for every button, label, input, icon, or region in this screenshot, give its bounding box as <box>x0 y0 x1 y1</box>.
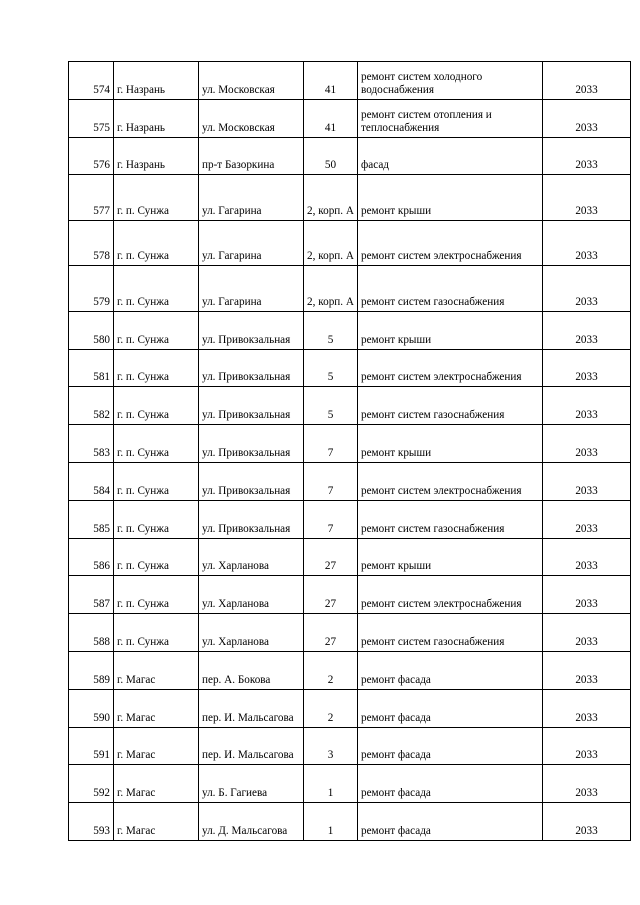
year-cell: 2033 <box>543 266 631 312</box>
city-cell: г. Магас <box>114 689 199 727</box>
row-number-cell: 585 <box>69 500 114 538</box>
work-type-cell: ремонт систем газоснабжения <box>358 500 543 538</box>
house-cell: 7 <box>304 500 358 538</box>
table-row <box>69 220 631 266</box>
city-cell: г. п. Сунжа <box>114 175 199 221</box>
house-cell: 1 <box>304 765 358 803</box>
house-cell: 2, корп. А <box>304 266 358 312</box>
city-cell: г. п. Сунжа <box>114 576 199 614</box>
city-cell: г. п. Сунжа <box>114 538 199 576</box>
city-cell: г. п. Сунжа <box>114 311 199 349</box>
year-cell: 2033 <box>543 652 631 690</box>
house-cell: 5 <box>304 349 358 387</box>
table-row <box>69 463 631 501</box>
street-cell: ул. Гагарина <box>199 266 304 312</box>
house-cell: 41 <box>304 62 358 100</box>
house-cell: 2 <box>304 689 358 727</box>
row-number-cell: 593 <box>69 803 114 841</box>
row-number-cell: 587 <box>69 576 114 614</box>
street-cell: ул. Гагарина <box>199 175 304 221</box>
street-cell: ул. Московская <box>199 62 304 100</box>
table-row <box>69 425 631 463</box>
work-type-cell: ремонт систем отопления и теплоснабжения <box>358 99 543 137</box>
year-cell: 2033 <box>543 803 631 841</box>
row-number-cell: 583 <box>69 425 114 463</box>
work-type-cell: ремонт фасада <box>358 765 543 803</box>
city-cell: г. п. Сунжа <box>114 614 199 652</box>
street-cell: ул. Московская <box>199 99 304 137</box>
repair-schedule-table <box>68 61 631 841</box>
year-cell: 2033 <box>543 175 631 221</box>
street-cell: пер. И. Мальсагова <box>199 689 304 727</box>
table-row <box>69 349 631 387</box>
city-cell: г. п. Сунжа <box>114 463 199 501</box>
street-cell: пер. А. Бокова <box>199 652 304 690</box>
street-cell: пер. И. Мальсагова <box>199 727 304 765</box>
house-cell: 27 <box>304 538 358 576</box>
work-type-cell: ремонт систем газоснабжения <box>358 266 543 312</box>
table-row <box>69 689 631 727</box>
year-cell: 2033 <box>543 137 631 175</box>
work-type-cell: ремонт систем электроснабжения <box>358 220 543 266</box>
row-number-cell: 575 <box>69 99 114 137</box>
house-cell: 7 <box>304 463 358 501</box>
year-cell: 2033 <box>543 62 631 100</box>
table-row <box>69 175 631 221</box>
street-cell: ул. Харланова <box>199 538 304 576</box>
city-cell: г. Магас <box>114 765 199 803</box>
work-type-cell: ремонт крыши <box>358 175 543 221</box>
table-body <box>69 62 631 841</box>
table-row <box>69 727 631 765</box>
house-cell: 7 <box>304 425 358 463</box>
work-type-cell: ремонт систем электроснабжения <box>358 576 543 614</box>
row-number-cell: 582 <box>69 387 114 425</box>
house-cell: 2 <box>304 652 358 690</box>
table-row <box>69 311 631 349</box>
year-cell: 2033 <box>543 765 631 803</box>
table-row <box>69 137 631 175</box>
table-row <box>69 266 631 312</box>
house-cell: 2, корп. А <box>304 220 358 266</box>
street-cell: ул. Привокзальная <box>199 311 304 349</box>
row-number-cell: 580 <box>69 311 114 349</box>
street-cell: ул. Б. Гагиева <box>199 765 304 803</box>
year-cell: 2033 <box>543 614 631 652</box>
work-type-cell: фасад <box>358 137 543 175</box>
year-cell: 2033 <box>543 463 631 501</box>
city-cell: г. п. Сунжа <box>114 220 199 266</box>
street-cell: ул. Привокзальная <box>199 349 304 387</box>
table-row <box>69 99 631 137</box>
year-cell: 2033 <box>543 349 631 387</box>
work-type-cell: ремонт фасада <box>358 803 543 841</box>
city-cell: г. Магас <box>114 727 199 765</box>
street-cell: ул. Гагарина <box>199 220 304 266</box>
city-cell: г. п. Сунжа <box>114 349 199 387</box>
work-type-cell: ремонт систем газоснабжения <box>358 387 543 425</box>
table-row <box>69 765 631 803</box>
house-cell: 2, корп. А <box>304 175 358 221</box>
row-number-cell: 588 <box>69 614 114 652</box>
year-cell: 2033 <box>543 576 631 614</box>
row-number-cell: 591 <box>69 727 114 765</box>
city-cell: г. п. Сунжа <box>114 387 199 425</box>
year-cell: 2033 <box>543 387 631 425</box>
row-number-cell: 592 <box>69 765 114 803</box>
table-row <box>69 576 631 614</box>
city-cell: г. п. Сунжа <box>114 425 199 463</box>
table-row <box>69 538 631 576</box>
table-row <box>69 62 631 100</box>
work-type-cell: ремонт фасада <box>358 652 543 690</box>
row-number-cell: 577 <box>69 175 114 221</box>
street-cell: ул. Привокзальная <box>199 500 304 538</box>
year-cell: 2033 <box>543 99 631 137</box>
row-number-cell: 579 <box>69 266 114 312</box>
year-cell: 2033 <box>543 500 631 538</box>
city-cell: г. Назрань <box>114 62 199 100</box>
work-type-cell: ремонт крыши <box>358 425 543 463</box>
street-cell: ул. Привокзальная <box>199 463 304 501</box>
city-cell: г. Магас <box>114 652 199 690</box>
row-number-cell: 589 <box>69 652 114 690</box>
work-type-cell: ремонт крыши <box>358 311 543 349</box>
table-row <box>69 500 631 538</box>
house-cell: 5 <box>304 387 358 425</box>
work-type-cell: ремонт фасада <box>358 727 543 765</box>
table-row <box>69 652 631 690</box>
city-cell: г. Магас <box>114 803 199 841</box>
work-type-cell: ремонт систем электроснабжения <box>358 463 543 501</box>
year-cell: 2033 <box>543 311 631 349</box>
street-cell: ул. Д. Мальсагова <box>199 803 304 841</box>
street-cell: ул. Харланова <box>199 614 304 652</box>
year-cell: 2033 <box>543 538 631 576</box>
house-cell: 27 <box>304 576 358 614</box>
table-row <box>69 387 631 425</box>
street-cell: ул. Привокзальная <box>199 425 304 463</box>
street-cell: ул. Харланова <box>199 576 304 614</box>
house-cell: 5 <box>304 311 358 349</box>
year-cell: 2033 <box>543 689 631 727</box>
year-cell: 2033 <box>543 425 631 463</box>
row-number-cell: 581 <box>69 349 114 387</box>
work-type-cell: ремонт крыши <box>358 538 543 576</box>
work-type-cell: ремонт систем электроснабжения <box>358 349 543 387</box>
street-cell: пр-т Базоркина <box>199 137 304 175</box>
year-cell: 2033 <box>543 220 631 266</box>
row-number-cell: 584 <box>69 463 114 501</box>
table-row <box>69 803 631 841</box>
city-cell: г. п. Сунжа <box>114 500 199 538</box>
street-cell: ул. Привокзальная <box>199 387 304 425</box>
city-cell: г. Назрань <box>114 137 199 175</box>
city-cell: г. Назрань <box>114 99 199 137</box>
year-cell: 2033 <box>543 727 631 765</box>
house-cell: 3 <box>304 727 358 765</box>
city-cell: г. п. Сунжа <box>114 266 199 312</box>
work-type-cell: ремонт систем холодного водоснабжения <box>358 62 543 100</box>
row-number-cell: 574 <box>69 62 114 100</box>
table-row <box>69 614 631 652</box>
house-cell: 27 <box>304 614 358 652</box>
house-cell: 50 <box>304 137 358 175</box>
house-cell: 1 <box>304 803 358 841</box>
work-type-cell: ремонт систем газоснабжения <box>358 614 543 652</box>
row-number-cell: 576 <box>69 137 114 175</box>
row-number-cell: 586 <box>69 538 114 576</box>
row-number-cell: 590 <box>69 689 114 727</box>
work-type-cell: ремонт фасада <box>358 689 543 727</box>
house-cell: 41 <box>304 99 358 137</box>
row-number-cell: 578 <box>69 220 114 266</box>
